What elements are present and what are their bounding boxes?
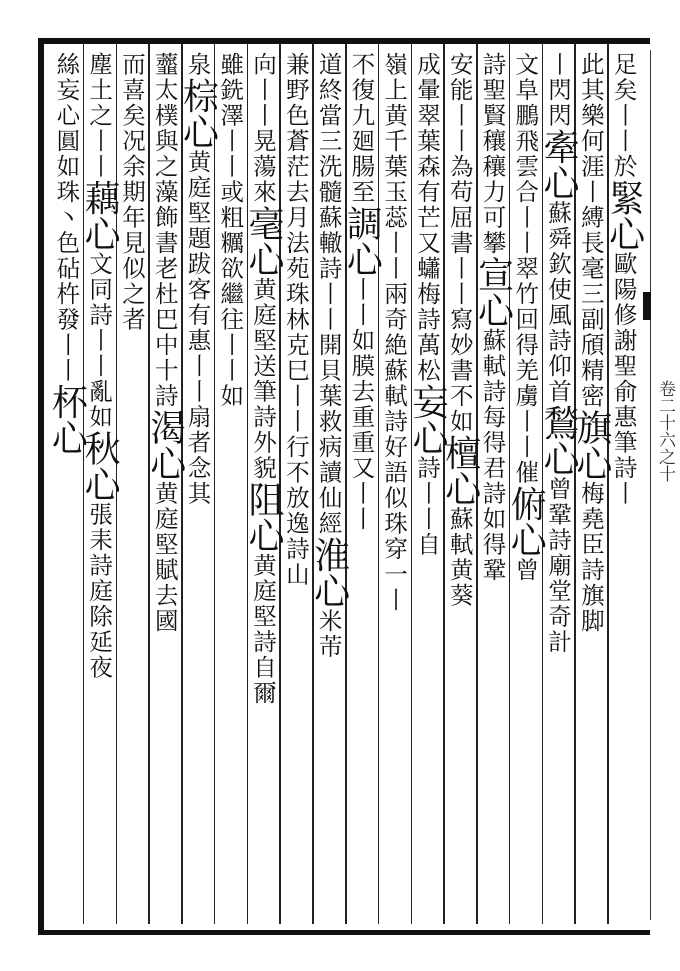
entry-text: 曾 <box>511 557 540 583</box>
headword: 牽 <box>538 128 580 165</box>
entry-text: 蘇軾黄葵 <box>445 506 474 609</box>
headword-suffix: 心 <box>79 215 121 252</box>
headword: 檀 <box>439 434 481 471</box>
entry-text: 不復九廻腸至 <box>347 52 376 205</box>
text-column <box>46 52 88 916</box>
entry-text: 蘇舜欽使風詩仰首 <box>544 200 573 405</box>
text-column <box>243 52 285 916</box>
entry-text: 絲妄心圓如珠丶 <box>52 52 81 231</box>
headword: 淮 <box>308 536 350 573</box>
headword: 杯 <box>46 383 88 420</box>
headword: 毫 <box>243 205 285 241</box>
entry-text: 兼野色蒼茫去月 <box>281 52 310 231</box>
headword-suffix: 心 <box>243 241 285 277</box>
headword: 妄 <box>406 383 448 420</box>
headword: 旗 <box>570 409 612 445</box>
text-column <box>341 52 383 916</box>
headword-suffix: 心 <box>308 572 350 609</box>
text-column <box>377 52 411 916</box>
headword-suffix: 心 <box>603 215 645 252</box>
entry-text: 文同詩丨丨亂如 <box>85 251 114 430</box>
headword: 調 <box>341 205 383 241</box>
entry-text: 梅堯臣詩旗脚 <box>576 481 605 634</box>
headword-suffix: 心 <box>538 440 580 477</box>
entry-text: 期年見似之者 <box>117 179 146 333</box>
headword: 藕 <box>79 179 121 216</box>
entry-text: 丨丨如膜去重重又丨丨 <box>347 277 376 532</box>
entry-text: 道終當三洗髓 <box>314 52 343 205</box>
entry-text: 而喜矣况余 <box>117 52 146 180</box>
entry-text: 書丨丨寫妙書不如 <box>445 230 474 435</box>
headword: 緊 <box>603 179 645 216</box>
text-column <box>144 52 186 916</box>
headword: 棕 <box>177 77 219 114</box>
entry-text: 米芾 <box>314 608 343 660</box>
entry-text: 鞏 <box>478 557 507 583</box>
entry-text: 蘇軾詩每得君詩如得 <box>478 328 507 558</box>
headword: 鶖 <box>538 404 580 441</box>
entry-text: 文阜鵬 <box>511 52 540 129</box>
headword-suffix: 心 <box>79 466 121 502</box>
entry-text: 歐陽修謝聖俞惠筆詩丨 <box>609 251 638 507</box>
entry-text: 蘇轍詩丨丨開貝葉救病讀仙經 <box>314 205 343 537</box>
entry-text: 向丨丨晃蕩來 <box>249 52 278 205</box>
entry-text: 法苑珠林克巳丨丨行不放逸 <box>281 230 310 537</box>
headword-suffix: 心 <box>439 470 481 507</box>
text-column <box>406 52 448 916</box>
headword-suffix: 心 <box>406 419 448 456</box>
text-column <box>603 52 645 916</box>
entry-text: 詩丨丨自 <box>412 455 441 558</box>
entry-text: 黄庭堅送筆詩外貌 <box>249 277 278 481</box>
entry-text: 張耒詩庭除延夜 <box>85 502 114 681</box>
headword-suffix: 心 <box>243 517 285 553</box>
headword-suffix: 心 <box>144 445 186 481</box>
entry-text: 丨閃閃 <box>544 52 573 129</box>
entry-text: 安能丨丨為苟屈 <box>445 52 474 231</box>
text-column <box>308 52 350 916</box>
entry-text: 虀 <box>150 52 179 78</box>
entry-text: 黄庭堅詩自爾 <box>249 553 278 706</box>
fore-edge-tab <box>643 292 651 320</box>
entry-text: 太樸與之藻飾書老杜巴中十詩 <box>150 77 179 409</box>
entry-text: 足矣丨丨於 <box>609 52 638 180</box>
headword-suffix: 心 <box>341 241 383 277</box>
entry-text: 詩山 <box>281 536 310 588</box>
entry-text: 黄庭堅題跋客有惠丨丨扇者念其 <box>183 149 212 507</box>
entry-text: 塵土之丨丨 <box>85 52 114 180</box>
headword-suffix: 心 <box>505 521 547 558</box>
fore-edge-label: 卷二十六之十 <box>655 380 675 482</box>
entry-text: 曾鞏詩廟堂奇計 <box>544 476 573 655</box>
entry-text: 嶺上黄千葉玉蕊丨丨兩奇絶 <box>380 52 409 358</box>
headword: 秋 <box>79 430 121 466</box>
entry-text: 色砧杵發丨丨 <box>52 230 81 384</box>
text-column <box>538 52 580 916</box>
entry-text: 雖銑澤丨丨或粗糲 <box>216 52 245 256</box>
text-column <box>505 52 547 916</box>
entry-text: 詩聖賢穰穰力可攀 <box>478 52 507 256</box>
entry-text: 黄庭堅賦去國 <box>150 481 179 634</box>
entry-text: 蘇軾詩好語似珠穿一丨 <box>380 358 409 613</box>
headword-suffix: 心 <box>46 419 88 456</box>
entry-text: 得羌虜丨丨催 <box>511 332 540 486</box>
headword: 宣 <box>472 256 514 292</box>
headword-suffix: 心 <box>177 113 219 150</box>
headword: 阻 <box>243 481 285 517</box>
headword: 俯 <box>505 485 547 522</box>
entry-text: 此其樂何涯丨縛長毫三副頎精密 <box>576 52 605 409</box>
headword-suffix: 心 <box>570 445 612 481</box>
entry-text: 成暈翠葉森有芒又蠨梅詩萬松 <box>412 52 441 384</box>
entry-text: 泉 <box>183 52 212 78</box>
text-column <box>79 52 121 916</box>
entry-text: 飛雲合丨丨翠竹回 <box>511 128 540 333</box>
headword-suffix: 心 <box>538 164 580 201</box>
entry-text: 欲繼往丨丨如 <box>216 256 245 409</box>
text-column <box>439 52 481 916</box>
text-column <box>213 52 247 916</box>
headword: 渴 <box>144 409 186 445</box>
headword-suffix: 心 <box>472 292 514 328</box>
text-column <box>177 52 219 916</box>
